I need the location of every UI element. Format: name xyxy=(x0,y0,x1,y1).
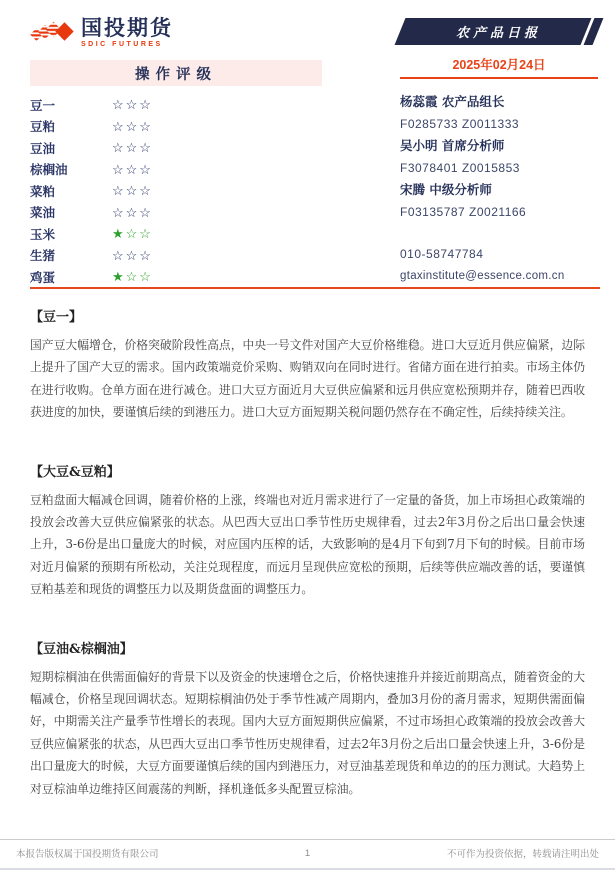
rating-label: 菜粕 xyxy=(30,183,56,199)
rating-label: 豆油 xyxy=(30,140,56,156)
header-left-column xyxy=(30,18,322,288)
section-dadou-doupo xyxy=(30,461,585,601)
rating-row-caipo xyxy=(30,180,322,202)
report-type-banner xyxy=(395,18,604,45)
report-header xyxy=(0,0,615,292)
contact-email-link[interactable]: gtaxinstitute@essence.com.cn xyxy=(400,270,565,282)
footer-page-number: 1 xyxy=(304,847,311,859)
section-douyou-zonglvyou xyxy=(30,638,585,800)
contact-block xyxy=(400,243,598,287)
analyst-name-title: 吴小明 首席分析师 xyxy=(400,138,505,153)
section-paragraph: 短期棕榈油在供需面偏好的背景下以及资金的快速增仓之后，价格快速推升并接近前期高点，随着资金的大幅减仓，价格呈现回调状态。短期棕榈油仍处于季节性减产周期内，叠加3月份的斋月需求，短期供需面偏好，中期需关注产量季节性增长的表现。国内大豆方面短期供应偏紧，不过市场担心政策端的投放会改善大豆供应偏紧张的状态，从巴西大豆出口季节性历史规律看，过去2年3月份之后出口量会快速上升，3-6份是出口量庞大的时候，大豆方面要谨慎后续的国内到港压力，对豆油基差现货和单边的的压力测试。大趋势上对豆棕油单边维持区间震荡的判断，择机逢低多头配置豆棕油。 xyxy=(30,669,585,796)
rating-stars: ☆☆☆ xyxy=(112,140,153,156)
analyst-entry xyxy=(400,91,598,135)
analyst-list xyxy=(400,91,598,223)
rating-rows xyxy=(30,94,322,288)
rating-table xyxy=(30,60,322,288)
rating-stars: ☆☆☆ xyxy=(112,118,153,134)
rating-row-jidan xyxy=(30,266,322,288)
page-footer xyxy=(0,839,615,860)
rating-label: 棕榈油 xyxy=(30,162,68,178)
rating-stars: ☆☆☆ xyxy=(112,97,153,113)
header-divider-line xyxy=(30,287,600,289)
rating-row-douyi xyxy=(30,94,322,116)
footer-disclaimer: 不可作为投资依据，转载请注明出处 xyxy=(447,849,600,860)
section-paragraph: 豆粕盘面大幅减仓回调，随着价格的上涨，终端也对近月需求进行了一定量的备货，加上市场担心政策端的投放会改善大豆供应偏紧张的状态。从巴西大豆出口季节性历史规律看，过去2年3月份之后出口量会快速上升，3-6份是出口量庞大的时候，对应国内压榨的话，大致影响的是4月下旬到7月下旬的时候。目前市场对近月偏紧的预期有所松动，关注兑现程度，而远月呈现供应宽松的预期，后续等供应端改善的话，要谨慎豆粕基差和现货的调整压力以及期货盘面的调整压力。 xyxy=(30,492,585,597)
section-title: 【豆一】 xyxy=(30,310,83,325)
rating-stars: ★☆☆ xyxy=(112,269,153,285)
company-logo xyxy=(30,18,322,48)
report-type-label: 农产品日报 xyxy=(456,26,542,41)
rating-stars: ☆☆☆ xyxy=(112,204,153,220)
logo-name-cn: 国投期货 xyxy=(81,16,173,40)
analyst-codes: F03135787 Z0021166 xyxy=(400,205,527,219)
section-title: 【大豆&豆粕】 xyxy=(30,464,120,480)
analyst-codes: F3078401 Z0015853 xyxy=(400,161,520,175)
report-body xyxy=(0,292,615,800)
rating-label: 豆一 xyxy=(30,97,56,113)
logo-wordmark xyxy=(81,18,173,48)
rating-row-shengzhu xyxy=(30,245,322,267)
analyst-entry xyxy=(400,135,598,179)
rating-stars: ★☆☆ xyxy=(112,226,153,242)
report-date: 2025年02月24日 xyxy=(400,55,598,79)
logo-name-en: SDIC FUTURES xyxy=(81,41,163,48)
rating-stars: ☆☆☆ xyxy=(112,161,153,177)
contact-phone: 010-58747784 xyxy=(400,247,484,261)
rating-row-douyou xyxy=(30,137,322,159)
section-douyi xyxy=(30,306,585,424)
footer-copyright: 本报告版权属于国投期货有限公司 xyxy=(16,849,159,860)
analyst-name-title: 杨蕊霞 农产品组长 xyxy=(400,94,505,109)
analyst-codes: F0285733 Z0011333 xyxy=(400,117,520,131)
rating-stars: ☆☆☆ xyxy=(112,247,153,263)
sdic-diamonds-icon xyxy=(30,18,74,48)
header-right-column xyxy=(400,18,598,287)
section-title: 【豆油&棕榈油】 xyxy=(30,641,133,657)
rating-label: 鸡蛋 xyxy=(30,269,56,285)
rating-label: 生猪 xyxy=(30,248,56,264)
analyst-name-title: 宋腾 中级分析师 xyxy=(400,182,492,197)
rating-row-zonglvyou xyxy=(30,159,322,181)
rating-row-caiyou xyxy=(30,202,322,224)
analyst-entry xyxy=(400,179,598,223)
rating-row-yumi xyxy=(30,223,322,245)
rating-label: 菜油 xyxy=(30,205,56,221)
rating-row-doupo xyxy=(30,116,322,138)
rating-label: 玉米 xyxy=(30,226,56,242)
rating-label: 豆粕 xyxy=(30,119,56,135)
rating-stars: ☆☆☆ xyxy=(112,183,153,199)
rating-table-title: 操作评级 xyxy=(30,60,322,86)
section-paragraph: 国产豆大幅增仓，价格突破阶段性高点，中央一号文件对国产大豆价格维稳。进口大豆近月供应偏紧，边际上提升了国产大豆的需求。国内政策端竞价采购、购销双向在同时进行。省储方面在进行拍卖。市场主体仍在进行收购。仓单方面在进行减仓。进口大豆方面近月大豆供应偏紧和远月供应宽松预期并存，随着巴西收获进度的加快，要谨慎后续的到港压力。进口大豆方面短期关税问题仍然存在不确定性，后续持续关注。 xyxy=(30,338,585,420)
